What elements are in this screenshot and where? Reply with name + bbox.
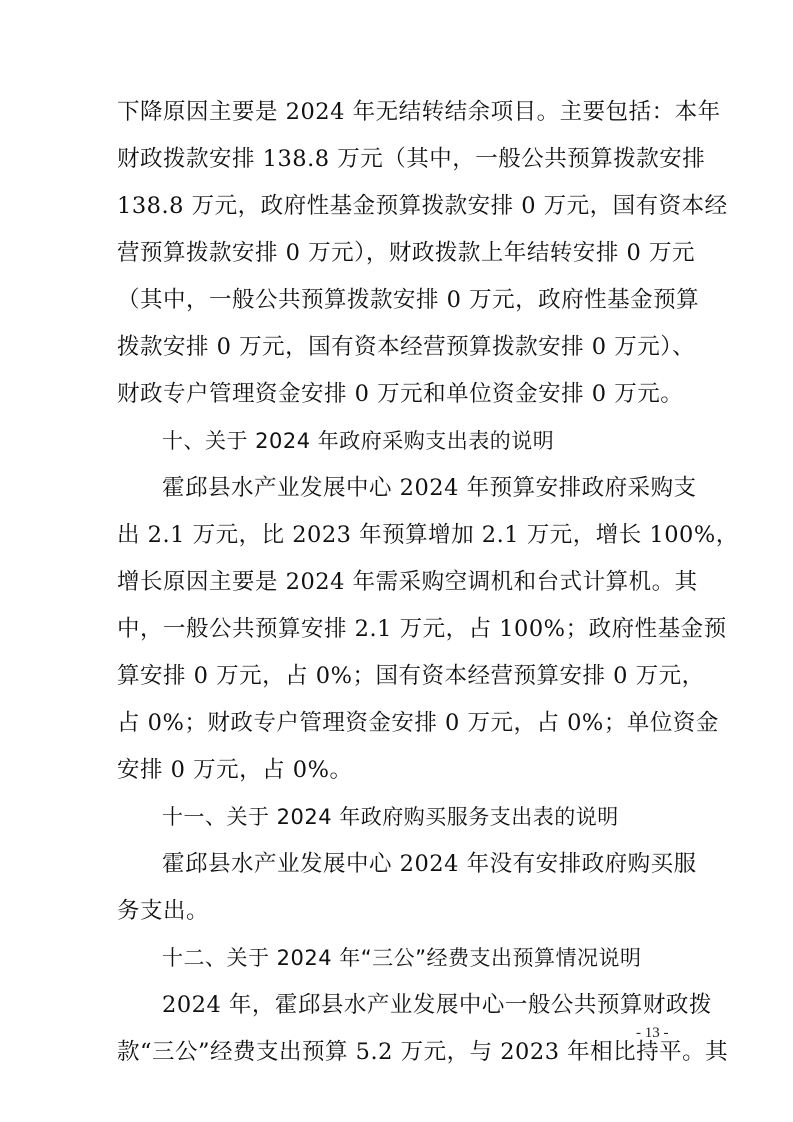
body-line: 财政拨款安排 138.8 万元（其中，一般公共预算拨款安排 [117, 146, 706, 172]
body-line: 款“三公”经费支出预算 5.2 万元，与 2023 年相比持平。其 [117, 1039, 729, 1065]
body-line: 下降原因主要是 2024 年无结转结余项目。主要包括：本年 [117, 99, 721, 125]
body-line: 算安排 0 万元，占 0%；国有资本经营预算安排 0 万元， [117, 663, 705, 689]
body-line: （其中，一般公共预算拨款安排 0 万元，政府性基金预算 [117, 287, 700, 313]
body-line: 中，一般公共预算安排 2.1 万元，占 100%；政府性基金预 [117, 616, 727, 642]
page-number: - 13 - [636, 1025, 669, 1041]
section-heading-12: 十二、关于 2024 年“三公”经费支出预算情况说明 [162, 946, 642, 970]
section-heading-11: 十一、关于 2024 年政府购买服务支出表的说明 [162, 805, 619, 829]
body-line: 安排 0 万元，占 0%。 [117, 757, 353, 783]
body-line: 增长原因主要是 2024 年需采购空调机和台式计算机。其 [117, 569, 698, 595]
body-line: 财政专户管理资金安排 0 万元和单位资金安排 0 万元。 [117, 381, 684, 407]
body-line: 2024 年，霍邱县水产业发展中心一般公共预算财政拨 [162, 992, 712, 1018]
section-heading-10: 十、关于 2024 年政府采购支出表的说明 [162, 429, 555, 453]
body-line: 霍邱县水产业发展中心 2024 年预算安排政府采购支 [162, 475, 697, 501]
body-line: 占 0%；财政专户管理资金安排 0 万元，占 0%；单位资金 [117, 710, 719, 736]
body-line: 出 2.1 万元，比 2023 年预算增加 2.1 万元，增长 100%， [117, 522, 739, 548]
body-line: 务支出。 [117, 898, 210, 924]
body-line: 拨款安排 0 万元，国有资本经营预算拨款安排 0 万元）、 [117, 334, 695, 360]
body-line: 138.8 万元，政府性基金预算拨款安排 0 万元，国有资本经 [117, 193, 728, 219]
body-line: 营预算拨款安排 0 万元），财政拨款上年结转安排 0 万元 [117, 240, 695, 266]
body-line: 霍邱县水产业发展中心 2024 年没有安排政府购买服 [162, 851, 697, 877]
